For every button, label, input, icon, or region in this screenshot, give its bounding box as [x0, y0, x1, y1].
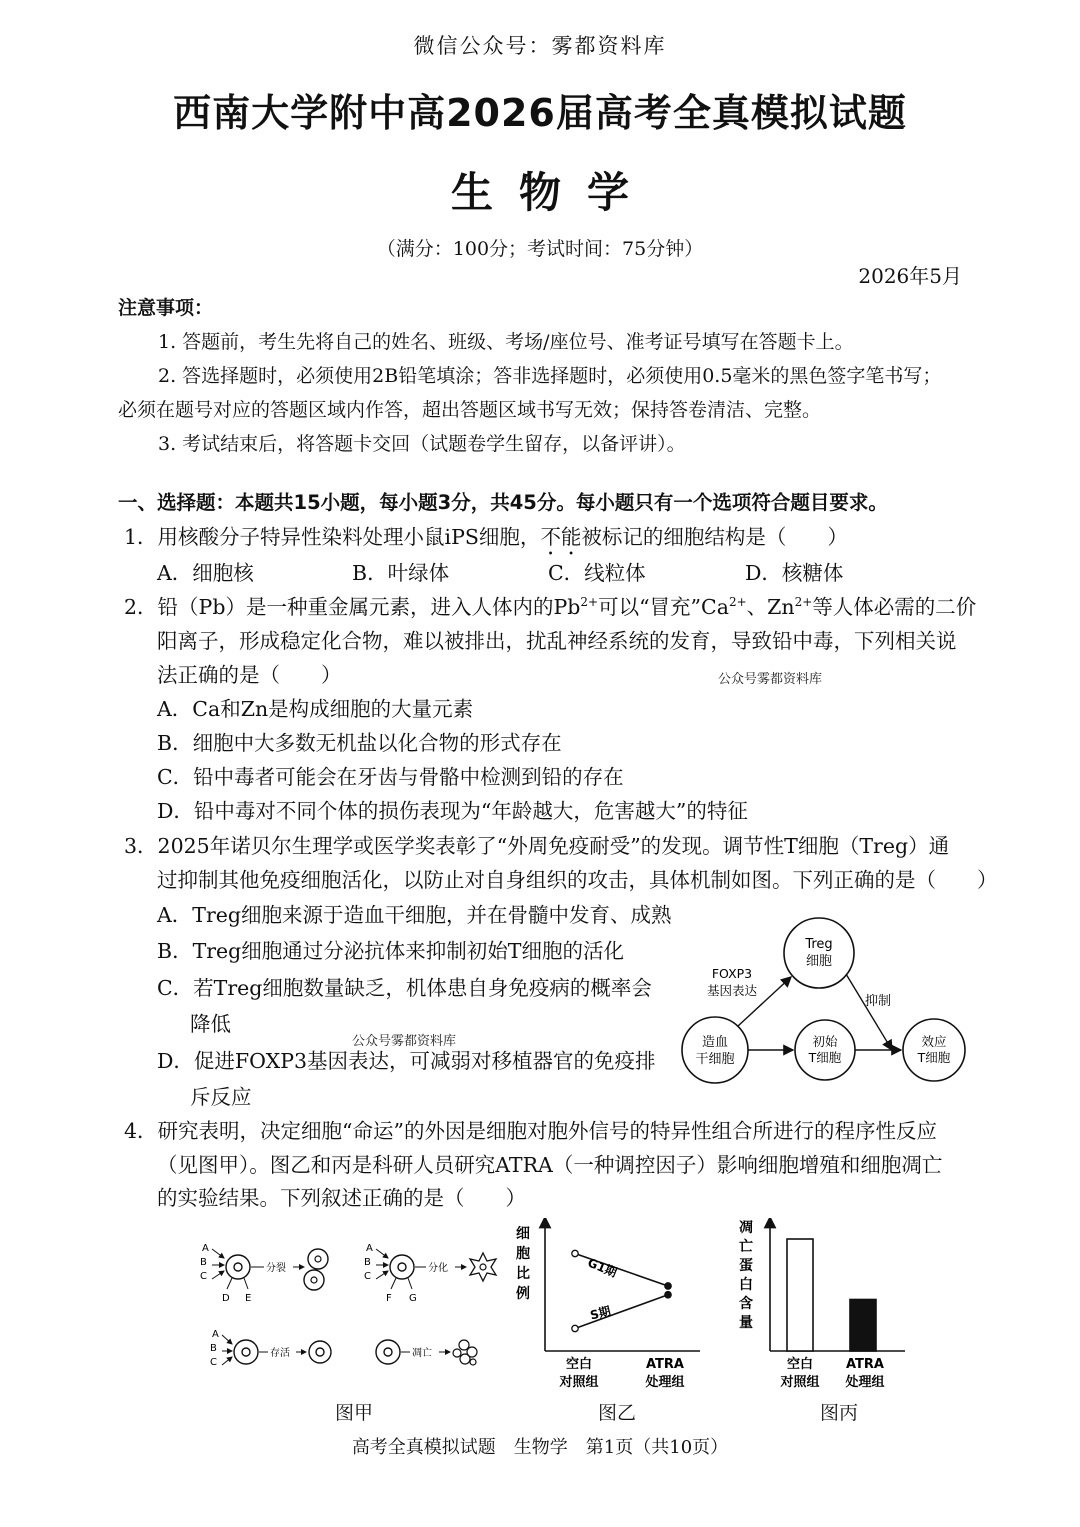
yi-series-label-g1: G1期: [585, 1255, 619, 1280]
bing-ylabel-char: 亡: [739, 1239, 753, 1255]
bing-ylabel-char: 凋: [739, 1220, 753, 1236]
panel-apoptosis: [376, 1340, 477, 1365]
treg-mechanism-diagram: [670, 910, 970, 1100]
q3-option-b: B．Treg细胞通过分泌抗体来抑制初始T细胞的活化: [157, 939, 624, 963]
bing-ylabel-char: 量: [739, 1315, 753, 1331]
bing-x-label-control: 对照组: [780, 1375, 820, 1390]
naive-t-label: 初始: [812, 1034, 838, 1049]
q3-option-d-cont: 斥反应: [190, 1085, 252, 1109]
section-heading: 一、选择题：本题共15小题，每小题3分，共45分。每小题只有一个选项符合题目要求。: [118, 491, 888, 514]
yi-y-axis-label: [516, 1226, 530, 1302]
hsc-label: 干细胞: [695, 1052, 735, 1067]
subject-title: 生物学: [450, 168, 655, 217]
notice-item: 3. 考试结束后，将答题卡交回（试题卷学生留存，以备评讲）。: [158, 433, 686, 455]
inhibit-label: 抑制: [864, 994, 892, 1009]
differentiate-label: 分化: [428, 1263, 448, 1274]
treg-label: Treg: [805, 937, 833, 952]
figure-bing-caption: 图丙: [820, 1402, 859, 1424]
notice-item: 2. 答选择题时，必须使用2B铅笔填涂；答非选择题时，必须使用0.5毫米的黑色签字笔书写；: [158, 365, 942, 387]
yi-point-control: [572, 1250, 578, 1256]
question-1-stem: [124, 520, 848, 560]
signal-letter: B: [210, 1343, 217, 1354]
question-3-line: 过抑制其他免疫细胞活化，以防止对自身组织的攻击，具体机制如图。下列正确的是（ ）: [157, 868, 998, 892]
question-2-line: [124, 590, 976, 620]
q2-sup: 2+: [580, 595, 599, 610]
q2-text: 可以“冒充”Ca: [598, 595, 729, 619]
q2-text: 、Zn: [746, 595, 795, 619]
yi-x-label-control: 对照组: [559, 1375, 599, 1390]
q2-option-b: B．细胞中大多数无机盐以化合物的形式存在: [157, 731, 562, 755]
question-4-line: （见图甲）。图乙和丙是科研人员研究ATRA（一种调控因子）影响细胞增殖和细胞凋亡: [157, 1153, 943, 1177]
q2-text: 2．铅（Pb）是一种重金属元素，进入人体内的Pb: [124, 595, 581, 619]
q2-option-c: C．铅中毒者可能会在牙齿与骨骼中检测到铅的存在: [157, 765, 624, 789]
yi-x-label-control: 空白: [565, 1357, 593, 1372]
yi-point-control: [572, 1325, 578, 1331]
q2-sup: 2+: [728, 595, 747, 610]
yi-ylabel-char: 比: [516, 1266, 530, 1282]
figure-jia-caption: 图甲: [335, 1402, 374, 1424]
q3-option-a: A．Treg细胞来源于造血干细胞，并在骨髓中发育、成熟: [157, 903, 672, 927]
signal-letter: C: [200, 1271, 207, 1282]
q3-option-d: D．促进FOXP3基因表达，可减弱对移植器官的免疫排: [157, 1049, 656, 1073]
bing-ylabel-char: 蛋: [739, 1258, 753, 1274]
figure-bing-chart: [730, 1218, 910, 1398]
signal-letter: A: [202, 1243, 209, 1254]
signal-letter: G: [409, 1293, 417, 1304]
signal-letter: E: [245, 1293, 252, 1304]
q1-option-a: A．细胞核: [157, 561, 254, 585]
watermark: 公众号雾都资料库: [718, 672, 823, 687]
signal-letter: C: [364, 1271, 371, 1282]
bing-ylabel-char: 白: [739, 1277, 753, 1293]
q1-stem-emphasis: 不能: [540, 525, 582, 549]
q1-option-c: C．线粒体: [548, 561, 646, 585]
signal-letter: B: [200, 1257, 207, 1268]
notice-heading: 注意事项：: [118, 297, 214, 319]
exam-title: 西南大学附中高2026届高考全真模拟试题: [173, 91, 907, 135]
signal-letter: D: [222, 1293, 230, 1304]
hsc-label: 造血: [701, 1035, 729, 1050]
signal-letter: A: [366, 1243, 373, 1254]
survive-label: 存活: [270, 1348, 290, 1359]
apoptosis-label: 凋亡: [412, 1348, 432, 1359]
q1-option-d: D．核糖体: [745, 561, 844, 585]
effector-t-label: 效应: [921, 1034, 947, 1049]
q3-option-c: C．若Treg细胞数量缺乏，机体患自身免疫病的概率会: [157, 976, 652, 1000]
exam-date: 2026年5月: [858, 264, 962, 288]
page-footer: 高考全真模拟试题 生物学 第1页（共10页）: [351, 1437, 729, 1458]
bing-bar-control: [787, 1239, 813, 1351]
watermark: 公众号雾都资料库: [352, 1034, 457, 1049]
yi-x-label-atra: ATRA: [646, 1357, 684, 1372]
bing-bar-atra: [850, 1299, 876, 1351]
question-2-line: 阳离子，形成稳定化合物，难以被排出，扰乱神经系统的发育，导致铅中毒，下列相关说: [157, 629, 957, 653]
exam-meta: （满分：100分；考试时间：75分钟）: [376, 238, 704, 260]
yi-point-atra: [665, 1292, 671, 1298]
notice-item: 必须在题号对应的答题区域内作答，超出答题区域书写无效；保持答卷清洁、完整。: [118, 399, 822, 421]
bing-y-axis-label: [739, 1220, 753, 1331]
signal-letter: A: [212, 1329, 219, 1340]
yi-ylabel-char: 例: [516, 1286, 530, 1302]
figure-yi-caption: 图乙: [598, 1402, 637, 1424]
figure-yi-chart: [505, 1218, 705, 1398]
panel-survive: [210, 1329, 331, 1368]
divide-label: 分裂: [266, 1263, 286, 1274]
panel-differentiate: [364, 1243, 496, 1304]
q2-option-a: A．Ca和Zn是构成细胞的大量元素: [157, 697, 474, 721]
q3-option-c-cont: 降低: [190, 1012, 231, 1036]
q1-stem-b: 被标记的细胞结构是（ ）: [581, 525, 848, 549]
notice-item: 1. 答题前，考生先将自己的姓名、班级、考场/座位号、准考证号填写在答题卡上。: [158, 331, 854, 353]
hsc-node: [682, 1017, 748, 1083]
bing-x-label-atra: ATRA: [846, 1357, 884, 1372]
question-4-line: 4．研究表明，决定细胞“命运”的外因是细胞对胞外信号的特异性组合所进行的程序性反应: [124, 1119, 938, 1143]
yi-x-label-atra: 处理组: [645, 1375, 685, 1390]
bing-x-label-atra: 处理组: [845, 1375, 885, 1390]
naive-t-label: T细胞: [808, 1050, 842, 1065]
q2-sup: 2+: [794, 595, 813, 610]
yi-ylabel-char: 胞: [516, 1246, 530, 1262]
bing-x-label-control: 空白: [786, 1357, 814, 1372]
wechat-note: 微信公众号：雾都资料库: [413, 34, 667, 58]
yi-ylabel-char: 细: [516, 1226, 530, 1242]
q1-option-b: B．叶绿体: [352, 561, 450, 585]
question-4-line: 的实验结果。下列叙述正确的是（ ）: [157, 1186, 526, 1210]
question-3-line: 3．2025年诺贝尔生理学或医学奖表彰了“外周免疫耐受”的发现。调节性T细胞（Treg）通: [124, 834, 950, 858]
q2-text: 等人体必需的二价: [812, 595, 977, 619]
yi-point-atra: [665, 1283, 671, 1289]
effector-t-label: T细胞: [917, 1050, 951, 1065]
question-2-line: 法正确的是（ ）: [157, 663, 342, 687]
foxp3-label: FOXP3: [711, 966, 753, 981]
yi-series-label-s: S期: [588, 1303, 613, 1323]
treg-label: 细胞: [805, 954, 833, 969]
panel-divide: [200, 1243, 328, 1304]
signal-letter: B: [364, 1257, 371, 1268]
q2-option-d: D．铅中毒对不同个体的损伤表现为“年龄越大，危害越大”的特征: [157, 799, 748, 823]
q1-stem-a: 1．用核酸分子特异性染料处理小鼠iPS细胞，: [124, 525, 541, 549]
signal-letter: C: [210, 1357, 217, 1368]
foxp3-label: 基因表达: [706, 983, 758, 998]
signal-letter: F: [386, 1293, 392, 1304]
treg-cell-node: [784, 918, 854, 988]
figure-jia-diagram: [190, 1225, 510, 1395]
bing-ylabel-char: 含: [739, 1296, 753, 1312]
